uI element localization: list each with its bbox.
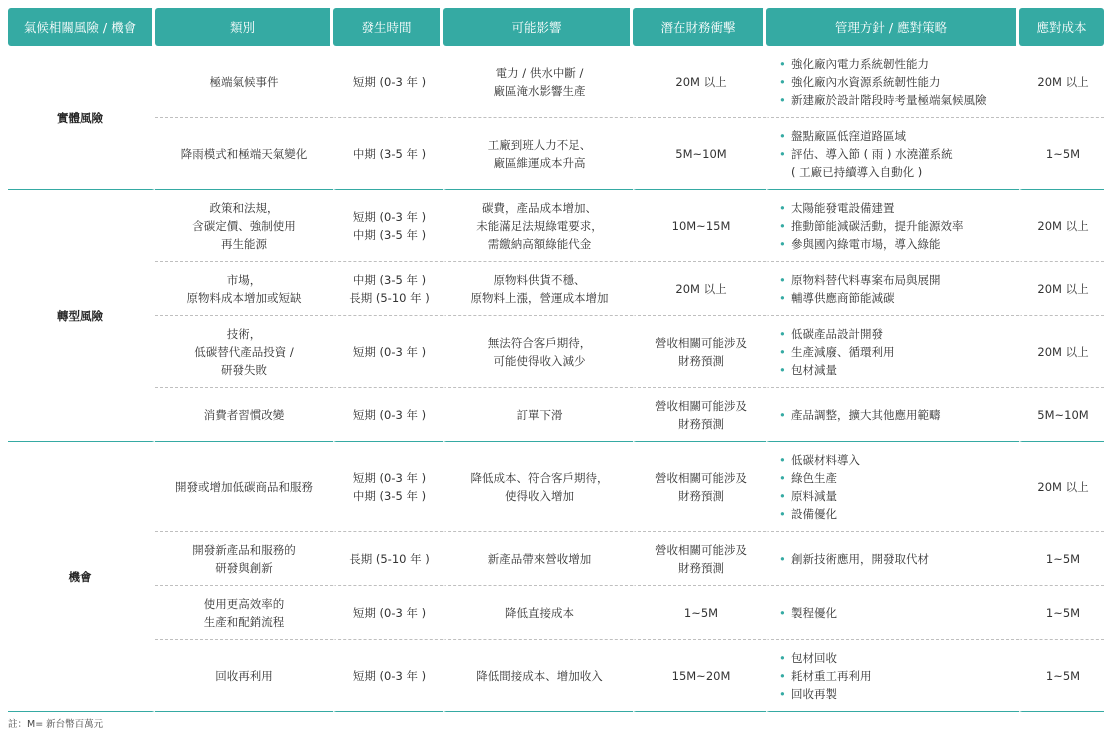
time-cell: 長期 (5-10 年 ) xyxy=(333,532,443,586)
impact-cell: 工廠到班人力不足、 廠區維運成本升高 xyxy=(443,118,633,190)
cost-cell: 20M 以上 xyxy=(1019,190,1104,262)
time-cell: 短期 (0-3 年 ) xyxy=(333,586,443,640)
category-cell: 回收再利用 xyxy=(155,640,333,712)
cost-cell: 20M 以上 xyxy=(1019,442,1104,532)
header-risk-opportunity: 氣候相關風險 / 機會 xyxy=(8,8,155,46)
time-cell: 中期 (3-5 年 ) 長期 (5-10 年 ) xyxy=(333,262,443,316)
strategy-item: • 輔導供應商節能減碳 xyxy=(779,289,1015,307)
strategy-list xyxy=(773,127,1015,181)
cost-cell: 5M~10M xyxy=(1019,388,1104,442)
impact-cell: 降低成本、符合客戶期待， 使得收入增加 xyxy=(443,442,633,532)
strategy-list xyxy=(773,649,1015,703)
strategy-list xyxy=(773,199,1015,253)
strategy-item: • 綠色生產 xyxy=(779,469,1015,487)
category-cell: 技術， 低碳替代產品投資 / 研發失敗 xyxy=(155,316,333,388)
strategy-item: • 包材減量 xyxy=(779,361,1015,379)
strategy-list xyxy=(773,406,1015,424)
strategy-item: • 設備優化 xyxy=(779,505,1015,523)
climate-risk-table xyxy=(8,8,1104,712)
table-row xyxy=(8,190,1104,262)
strategy-item: • 原料減量 xyxy=(779,487,1015,505)
strategy-list xyxy=(773,604,1015,622)
header-category: 類別 xyxy=(155,8,333,46)
financial-impact-cell: 營收相關可能涉及 財務預測 xyxy=(633,532,766,586)
strategy-item: • 強化廠內水資源系統韌性能力 xyxy=(779,73,1015,91)
impact-cell: 新產品帶來營收增加 xyxy=(443,532,633,586)
category-cell: 消費者習慣改變 xyxy=(155,388,333,442)
financial-impact-cell: 營收相關可能涉及 財務預測 xyxy=(633,316,766,388)
time-cell: 短期 (0-3 年 ) xyxy=(333,388,443,442)
strategy-item: • 創新技術應用，開發取代材 xyxy=(779,550,1015,568)
strategy-item: • 產品調整，擴大其他應用範疇 xyxy=(779,406,1015,424)
strategy-item: • 原物料替代料專案布局與展開 xyxy=(779,271,1015,289)
cost-cell: 1~5M xyxy=(1019,532,1104,586)
cost-cell: 1~5M xyxy=(1019,118,1104,190)
financial-impact-cell: 營收相關可能涉及 財務預測 xyxy=(633,388,766,442)
strategy-cell xyxy=(766,190,1019,262)
impact-cell: 訂單下滑 xyxy=(443,388,633,442)
strategy-list xyxy=(773,325,1015,379)
header-strategy: 管理方針 / 應對策略 xyxy=(766,8,1019,46)
strategy-cell xyxy=(766,46,1019,118)
table-header-row xyxy=(8,8,1104,46)
strategy-item: • 強化廠內電力系統韌性能力 xyxy=(779,55,1015,73)
time-cell: 中期 (3-5 年 ) xyxy=(333,118,443,190)
strategy-list xyxy=(773,271,1015,307)
category-cell: 開發新產品和服務的 研發與創新 xyxy=(155,532,333,586)
table-body xyxy=(8,46,1104,712)
impact-cell: 碳費，產品成本增加、 未能滿足法規綠電要求， 需繳納高額綠能代金 xyxy=(443,190,633,262)
group-label: 機會 xyxy=(8,442,155,712)
strategy-item: • 耗材重工再利用 xyxy=(779,667,1015,685)
strategy-item: • 回收再製 xyxy=(779,685,1015,703)
table-row xyxy=(8,118,1104,190)
header-time: 發生時間 xyxy=(333,8,443,46)
category-cell: 極端氣候事件 xyxy=(155,46,333,118)
cost-cell: 20M 以上 xyxy=(1019,46,1104,118)
strategy-item: • 太陽能發電設備建置 xyxy=(779,199,1015,217)
time-cell: 短期 (0-3 年 ) 中期 (3-5 年 ) xyxy=(333,442,443,532)
strategy-cell xyxy=(766,640,1019,712)
financial-impact-cell: 營收相關可能涉及 財務預測 xyxy=(633,442,766,532)
financial-impact-cell: 5M~10M xyxy=(633,118,766,190)
category-cell: 開發或增加低碳商品和服務 xyxy=(155,442,333,532)
strategy-cell xyxy=(766,532,1019,586)
impact-cell: 降低直接成本 xyxy=(443,586,633,640)
strategy-list xyxy=(773,451,1015,523)
strategy-item: • 盤點廠區低窪道路區域 xyxy=(779,127,1015,145)
strategy-item: • 參與國內綠電市場，導入綠能 xyxy=(779,235,1015,253)
strategy-cell xyxy=(766,118,1019,190)
cost-cell: 20M 以上 xyxy=(1019,316,1104,388)
time-cell: 短期 (0-3 年 ) xyxy=(333,640,443,712)
cost-cell: 1~5M xyxy=(1019,640,1104,712)
strategy-item: • 評估、導入節 ( 雨 ) 水澆灌系統 ( 工廠已持續導入自動化 ) xyxy=(779,145,1015,181)
financial-impact-cell: 15M~20M xyxy=(633,640,766,712)
financial-impact-cell: 20M 以上 xyxy=(633,46,766,118)
strategy-item: • 推動節能減碳活動，提升能源效率 xyxy=(779,217,1015,235)
table-row xyxy=(8,640,1104,712)
table-row xyxy=(8,316,1104,388)
time-cell: 短期 (0-3 年 ) xyxy=(333,316,443,388)
header-financial-impact: 潛在財務衝擊 xyxy=(633,8,766,46)
strategy-cell xyxy=(766,316,1019,388)
group-label: 轉型風險 xyxy=(8,190,155,442)
financial-impact-cell: 1~5M xyxy=(633,586,766,640)
financial-impact-cell: 10M~15M xyxy=(633,190,766,262)
impact-cell: 無法符合客戶期待， 可能使得收入減少 xyxy=(443,316,633,388)
strategy-cell xyxy=(766,262,1019,316)
strategy-item: • 低碳產品設計開發 xyxy=(779,325,1015,343)
footnote: 註：M= 新台幣百萬元 xyxy=(8,719,104,730)
category-cell: 政策和法規， 含碳定價、強制使用 再生能源 xyxy=(155,190,333,262)
strategy-cell xyxy=(766,388,1019,442)
category-cell: 降雨模式和極端天氣變化 xyxy=(155,118,333,190)
table-row xyxy=(8,586,1104,640)
strategy-item: • 包材回收 xyxy=(779,649,1015,667)
strategy-list xyxy=(773,55,1015,109)
strategy-cell xyxy=(766,586,1019,640)
time-cell: 短期 (0-3 年 ) xyxy=(333,46,443,118)
table-row xyxy=(8,262,1104,316)
strategy-item: • 製程優化 xyxy=(779,604,1015,622)
financial-impact-cell: 20M 以上 xyxy=(633,262,766,316)
cost-cell: 20M 以上 xyxy=(1019,262,1104,316)
strategy-item: • 新建廠於設計階段時考量極端氣候風險 xyxy=(779,91,1015,109)
strategy-item: • 低碳材料導入 xyxy=(779,451,1015,469)
impact-cell: 電力 / 供水中斷 / 廠區淹水影響生產 xyxy=(443,46,633,118)
table-row xyxy=(8,442,1104,532)
header-impact: 可能影響 xyxy=(443,8,633,46)
strategy-list xyxy=(773,550,1015,568)
time-cell: 短期 (0-3 年 ) 中期 (3-5 年 ) xyxy=(333,190,443,262)
table-row xyxy=(8,532,1104,586)
cost-cell: 1~5M xyxy=(1019,586,1104,640)
table-row xyxy=(8,46,1104,118)
table-row xyxy=(8,388,1104,442)
category-cell: 市場， 原物料成本增加或短缺 xyxy=(155,262,333,316)
strategy-cell xyxy=(766,442,1019,532)
impact-cell: 降低間接成本、增加收入 xyxy=(443,640,633,712)
category-cell: 使用更高效率的 生產和配銷流程 xyxy=(155,586,333,640)
impact-cell: 原物料供貨不穩、 原物料上漲，營運成本增加 xyxy=(443,262,633,316)
header-cost: 應對成本 xyxy=(1019,8,1104,46)
group-label: 實體風險 xyxy=(8,46,155,190)
strategy-item: • 生產減廢、循環利用 xyxy=(779,343,1015,361)
